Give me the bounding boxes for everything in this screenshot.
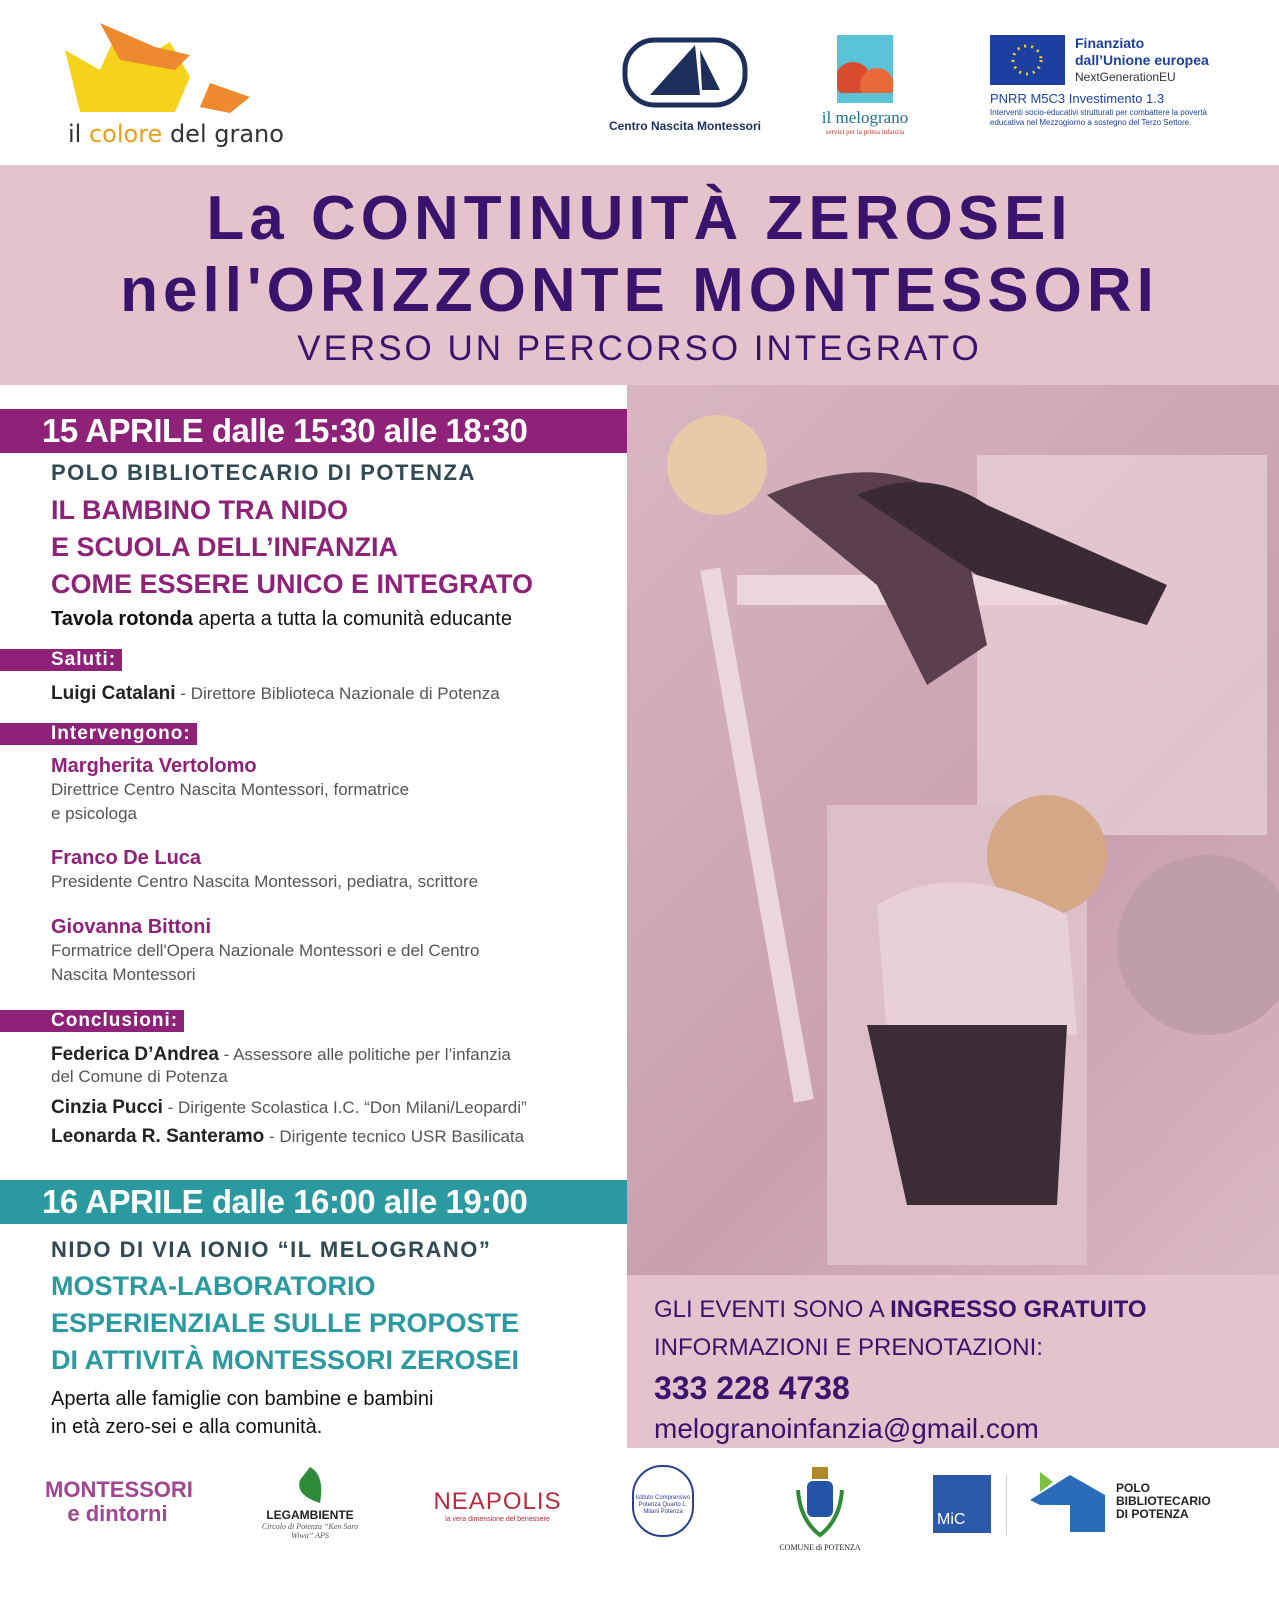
speaker-role: del Comune di Potenza — [51, 1067, 228, 1086]
logo-istituto-comprensivo — [632, 1465, 698, 1537]
logo-montessori-e-dintorni — [45, 1477, 193, 1526]
event2-title-line: MOSTRA-LABORATORIO — [51, 1271, 376, 1301]
title-band — [0, 165, 1279, 385]
conclusion-speaker — [51, 1125, 524, 1149]
event1-desc: aperta a tutta la comunità educante — [192, 608, 512, 630]
speaker-name: Cinzia Pucci — [51, 1097, 163, 1118]
house-icon — [1025, 1470, 1110, 1535]
info-box — [627, 1275, 1279, 1448]
info-text: GLI EVENTI SONO A — [654, 1296, 891, 1323]
logo-text: Istituto Comprensivo Potenza Quarto L. Milani Potenza — [632, 1465, 694, 1537]
divider — [1006, 1475, 1007, 1535]
logo-il-melograno — [815, 35, 915, 136]
logo-sub: la vera dimensione del benessere — [445, 1516, 550, 1523]
speaker-role: Dirigente tecnico USR Basilicata — [279, 1127, 525, 1146]
conclusioni-label: Conclusioni: — [0, 1010, 184, 1032]
logo-text: BIBLIOTECARIO — [1116, 1494, 1211, 1508]
logo-text: MONTESSORI e dintorni — [45, 1477, 193, 1526]
event2-desc: Aperta alle famiglie con bambine e bambini — [51, 1388, 434, 1410]
speaker — [51, 915, 479, 987]
event1-venue: POLO BIBLIOTECARIO DI POTENZA — [51, 460, 476, 485]
pnrr-text: PNRR M5C3 Investimento 1.3 — [990, 91, 1165, 106]
sailboat-icon — [620, 35, 750, 110]
separator: - — [162, 1098, 179, 1117]
speaker-name: Franco De Luca — [51, 847, 202, 869]
logo-text: NEAPOLIS — [433, 1488, 562, 1515]
speaker-role: Formatrice dell'Opera Nazionale Montessori e del Centro — [51, 941, 480, 960]
speaker — [51, 754, 409, 826]
coat-of-arms-icon — [790, 1465, 850, 1540]
event2-date-bar: 16 APRILE dalle 16:00 alle 19:00 — [0, 1180, 627, 1224]
eu-text: NextGenerationEU — [1075, 70, 1176, 84]
logo-mic: MiC — [933, 1475, 991, 1533]
pnrr-desc: Interventi socio-educativi strutturati per combattere la povertà educativa nel Mezzogiorno a sostegno del Terzo Settore. — [990, 108, 1207, 127]
conclusion-speaker — [51, 1096, 527, 1120]
free-entry-text: INGRESSO GRATUITO — [890, 1296, 1147, 1323]
logo-text: del grano — [162, 120, 284, 148]
intervengono-label: Intervengono: — [0, 723, 197, 745]
email-link[interactable]: melograno​infanzia@gmail.com — [654, 1413, 1039, 1444]
logo-text: il melograno — [821, 108, 909, 127]
speaker-name: Luigi Catalani — [51, 683, 176, 704]
logo-text: colore — [88, 120, 163, 148]
event2-title-line: DI ATTIVITÀ MONTESSORI ZEROSEI — [51, 1345, 520, 1375]
event2-title-line: ESPERIENZIALE SULLE PROPOSTE — [51, 1308, 520, 1338]
event2-venue: NIDO DI VIA IONIO “IL MELOGRANO” — [51, 1237, 492, 1262]
speaker-role: Direttore Biblioteca Nazionale di Potenza — [190, 684, 500, 703]
page-subtitle: VERSO UN PERCORSO INTEGRATO — [297, 329, 982, 368]
event1-title-line: COME ESSERE UNICO E INTEGRATO — [51, 569, 534, 599]
info-text: INFORMAZIONI E PRENOTAZIONI: — [654, 1334, 1043, 1361]
eu-funding-logo — [990, 35, 1250, 127]
separator: - — [264, 1127, 280, 1146]
event1-title-line: E SCUOLA DELL’INFANZIA — [51, 532, 399, 562]
logo-neapolis — [420, 1488, 575, 1523]
logo-text: LEGAMBIENTE — [266, 1508, 354, 1522]
speaker-role: Nascita Montessori — [51, 965, 196, 984]
speaker-name: Margherita Vertolomo — [51, 755, 257, 777]
logo-legambiente — [255, 1465, 365, 1540]
event1-date-bar: 15 APRILE dalle 15:30 alle 18:30 — [0, 409, 627, 453]
logo-text: Centro Nascita Montessori — [608, 119, 762, 133]
speaker-name: Giovanna Bittoni — [51, 916, 211, 938]
event2-title — [51, 1268, 519, 1379]
separator: - — [175, 684, 191, 703]
event1-format: Tavola rotonda — [51, 608, 193, 630]
eu-flag-icon — [990, 35, 1065, 85]
page-title: La CONTINUITÀ ZEROSEI — [206, 184, 1073, 253]
event1-title — [51, 492, 533, 603]
melograno-icon — [837, 35, 893, 103]
separator: - — [218, 1045, 234, 1064]
phone-number[interactable]: 333 228 4738 — [654, 1370, 850, 1406]
logo-text: DI POTENZA — [1116, 1507, 1189, 1521]
speaker — [51, 846, 478, 894]
legambiente-swan-icon — [290, 1465, 330, 1505]
speaker-role: Direttrice Centro Nascita Montessori, formatrice — [51, 780, 410, 799]
speaker-role: Presidente Centro Nascita Montessori, pediatra, scrittore — [51, 872, 479, 891]
event2-desc: in età zero-sei e alla comunità. — [51, 1416, 323, 1438]
logo-comune-di-potenza — [770, 1465, 870, 1552]
event1-title-line: IL BAMBINO TRA NIDO — [51, 495, 348, 525]
speaker-role: e psicologa — [51, 804, 138, 823]
eu-text: Finanziato — [1075, 35, 1145, 51]
logo-text: COMUNE di POTENZA — [779, 1543, 861, 1552]
fox-crown-icon — [60, 15, 260, 115]
speaker-role: Assessore alle politiche per l’infanzia — [233, 1045, 511, 1064]
logo-polo-bibliotecario — [1025, 1470, 1255, 1535]
logo-sub: Circolo di Potenza “Ken Saro Wiwa” APS — [261, 1522, 359, 1540]
speaker-role: Dirigente Scolastica I.C. “Don Milani/Leopardi” — [178, 1098, 527, 1117]
children-climbing-image — [627, 385, 1279, 1275]
page-title: nell'ORIZZONTE MONTESSORI — [120, 256, 1159, 325]
saluti-label: Saluti: — [0, 649, 122, 671]
logo-centro-nascita-montessori — [600, 35, 770, 133]
speaker-name: Federica D’Andrea — [51, 1044, 219, 1065]
logo-tagline: servizi per la prima infanzia — [825, 128, 905, 136]
speaker-name: Leonarda R. Santeramo — [51, 1126, 265, 1147]
eu-text: dall’Unione europea — [1075, 52, 1209, 68]
children-photo — [627, 385, 1279, 1275]
logo-text: POLO — [1116, 1481, 1151, 1495]
logo-text: il — [68, 120, 89, 148]
conclusion-speaker — [51, 1044, 511, 1088]
logo-il-colore-del-grano — [60, 15, 320, 155]
